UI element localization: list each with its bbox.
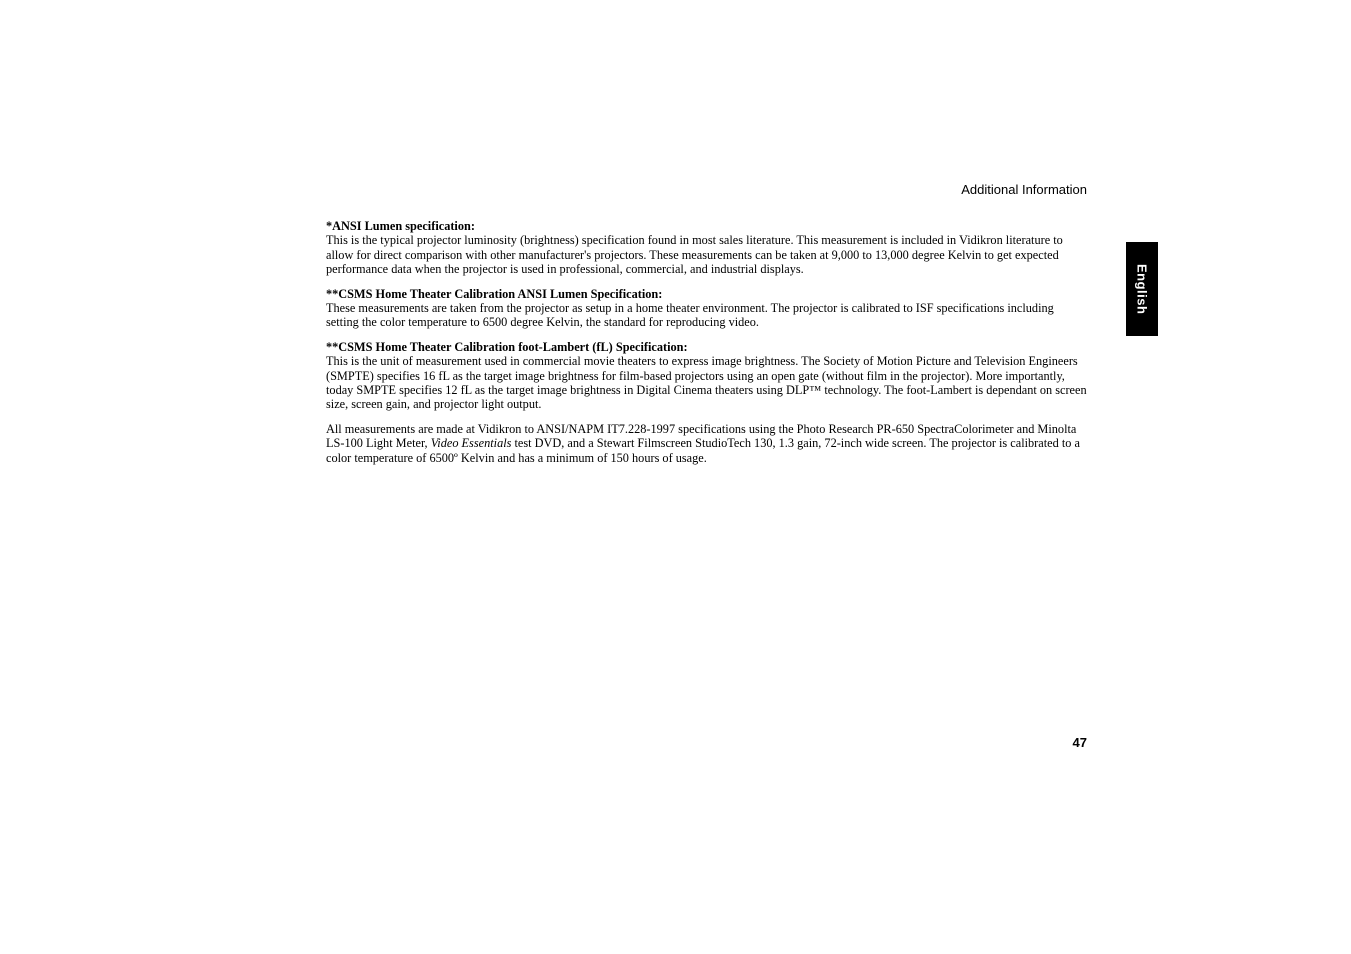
language-tab	[1126, 242, 1158, 336]
section-body: These measurements are taken from the projector as setup in a home theater environment. The projector is calibrated to ISF specifications including setting the color temperature to 6500 degree Kelvin, the standard for reproducing video.	[326, 301, 1054, 330]
section-body: This is the unit of measurement used in commercial movie theaters to express image brightness. The Society of Motion Picture and Television Engineers (SMPTE) specifies 16 fL as the target image brightness for film-based projectors using an open gate (without film in the projector). More importantly, today SMPTE specifies 12 fL as the target image brightness in Digital Cinema theaters using DLP™ technology. The foot-Lambert is dependant on screen size, screen gain, and projector light output.	[326, 354, 1087, 412]
closing-paragraph	[326, 422, 1087, 465]
closing-text-end: test DVD, and a Stewart Filmscreen StudioTech 130, 1.3 gain, 72-inch wide screen. The projector is calibrated to a color temperature of 6500º Kelvin and has a minimum of 150 hours of usage.	[326, 436, 1080, 465]
section-heading: *ANSI Lumen specification:	[326, 219, 475, 233]
section-heading: **CSMS Home Theater Calibration foot-Lambert (fL) Specification:	[326, 339, 688, 354]
closing-text-start: All measurements are made at Vidikron to ANSI/NAPM IT7.228-1997 specifications using the Photo Research PR-650 SpectraColorimeter and Minolta LS-100 Light Meter,	[326, 421, 1077, 451]
language-tab-label: English	[1134, 263, 1150, 315]
main-content	[326, 219, 1087, 465]
page-number: 47	[1072, 735, 1087, 750]
section-heading: **CSMS Home Theater Calibration ANSI Lumen Specification:	[326, 286, 663, 301]
section-body: This is the typical projector luminosity (brightness) specification found in most sales literature. This measurement is included in Vidikron literature to allow for direct comparison with other manufacturer's projectors. These measurements can be taken at 9,000 to 13,000 degree Kelvin to get expected performance data when the projector is used in professional, commercial, and industrial displays.	[326, 233, 1063, 277]
section-csms-ansi-lumen	[326, 287, 1087, 330]
section-ansi-lumen	[326, 219, 1087, 277]
running-header: Additional Information	[961, 182, 1087, 197]
closing-italic-title: Video Essentials	[430, 436, 512, 451]
section-csms-foot-lambert	[326, 340, 1087, 412]
